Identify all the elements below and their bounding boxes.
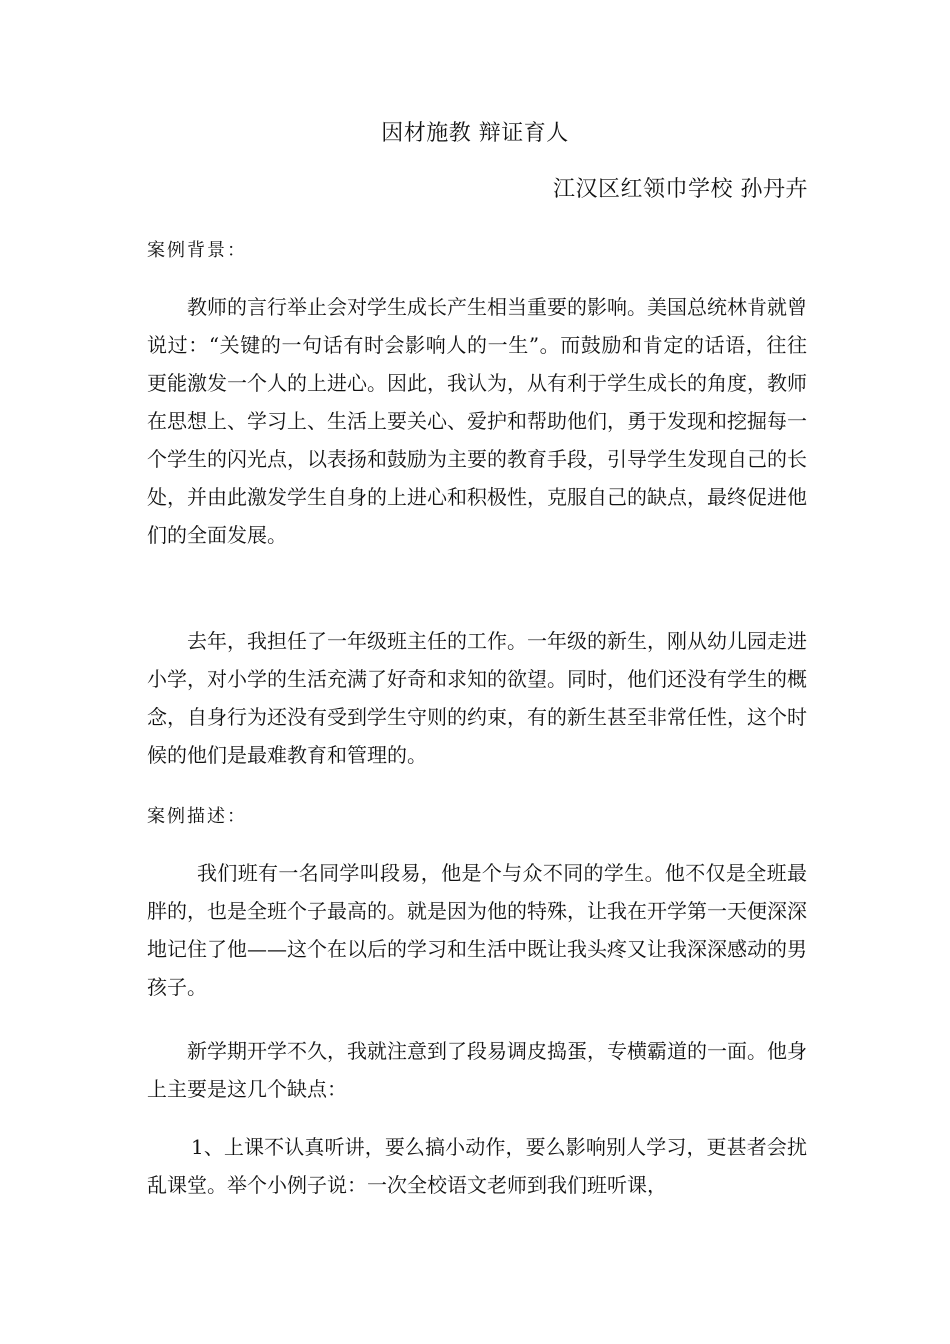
section-heading-description: 案例描述： (147, 806, 247, 827)
section-heading-background: 案例背景： (147, 240, 247, 261)
paragraph-description-1: 我们班有一名同学叫段易，他是个与众不同的学生。他不仅是全班最胖的，也是全班个子最高的。就是因为他的特殊，让我在开学第一天便深深地记住了他——这个在以后的学习和生活中既让我头疼又让我深深感动的男孩子。 (147, 861, 807, 999)
paragraph-background-2: 去年，我担任了一年级班主任的工作。一年级的新生，刚从幼儿园走进小学，对小学的生活充满了好奇和求知的欲望。同时，他们还没有学生的概念，自身行为还没有受到学生守则的约束，有的新生甚至非常任性，这个时候的他们是最难教育和管理的。 (147, 629, 807, 767)
author-line: 江汉区红领巾学校 孙丹卉 (553, 177, 808, 202)
paragraph-description-2: 新学期开学不久，我就注意到了段易调皮捣蛋，专横霸道的一面。他身上主要是这几个缺点： (147, 1039, 807, 1101)
document-title: 因材施教 辩证育人 (381, 121, 569, 146)
paragraph-description-3: 1、上课不认真听讲，要么搞小动作，要么影响别人学习，更甚者会扰乱课堂。举个小例子说：一次全校语文老师到我们班听课， (147, 1135, 807, 1197)
paragraph-background-1: 教师的言行举止会对学生成长产生相当重要的影响。美国总统林肯就曾说过：“关键的一句话有时会影响人的一生”。而鼓励和肯定的话语，往往更能激发一个人的上进心。因此，我认为，从有利于学生成长的角度，教师在思想上、学习上、生活上要关心、爱护和帮助他们，勇于发现和挖掘每一个学生的闪光点，以表扬和鼓励为主要的教育手段，引导学生发现自己的长处，并由此激发学生自身的上进心和积极性，克服自己的缺点，最终促进他们的全面发展。 (147, 295, 807, 547)
